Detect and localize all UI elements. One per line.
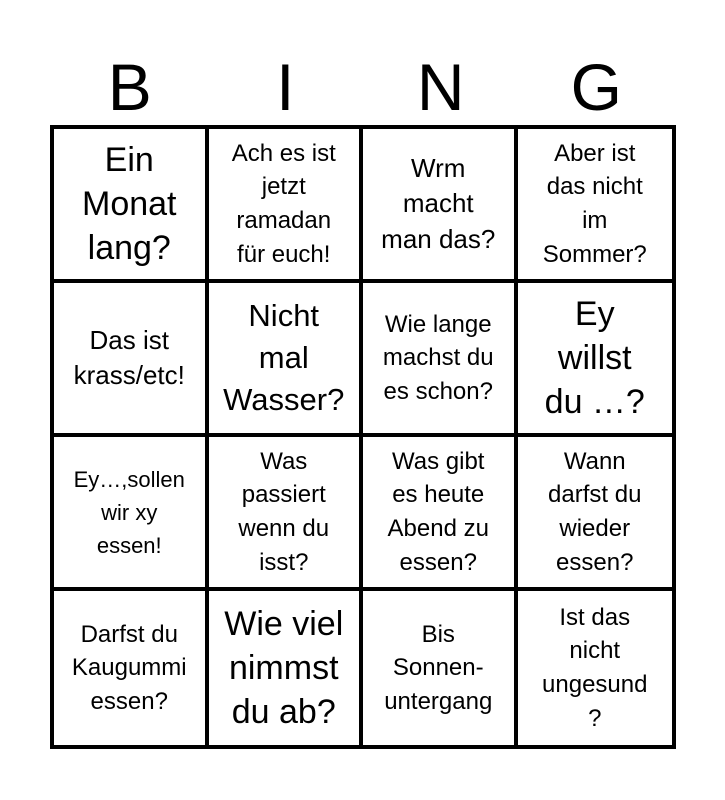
bingo-cell-2-2[interactable] — [209, 283, 364, 437]
cell-text: Ey…,sollen wir xy essen! — [73, 466, 185, 558]
bingo-cell-2-3[interactable] — [363, 283, 518, 437]
cell-text: Wie lange machst du es schon? — [382, 310, 494, 405]
cell-text: Wann darfst du wieder essen? — [548, 447, 642, 576]
cell-text: Was gibt es heute Abend zu essen? — [387, 447, 489, 576]
bingo-cell-4-4[interactable] — [518, 591, 673, 745]
bingo-cell-1-1[interactable] — [54, 129, 209, 283]
bingo-cell-1-2[interactable] — [209, 129, 364, 283]
bingo-header — [52, 52, 674, 122]
cell-text: Darfst du Kaugummi essen? — [71, 620, 187, 715]
bingo-cell-4-2[interactable] — [209, 591, 364, 745]
bingo-cell-1-3[interactable] — [363, 129, 518, 283]
bingo-cell-1-4[interactable] — [518, 129, 673, 283]
bingo-cell-3-1[interactable] — [54, 437, 209, 591]
header-letter-b: B — [107, 50, 152, 124]
bingo-cell-2-1[interactable] — [54, 283, 209, 437]
bingo-cell-4-1[interactable] — [54, 591, 209, 745]
bingo-cell-3-3[interactable] — [363, 437, 518, 591]
cell-text: Nicht mal Wasser? — [223, 298, 345, 417]
cell-text: Ey willst du …? — [544, 294, 645, 422]
cell-text: Ein Monat lang? — [82, 140, 177, 268]
header-letter-i: I — [276, 50, 295, 124]
cell-text: Aber ist das nicht im Sommer? — [542, 139, 647, 268]
header-letter-g: G — [570, 50, 622, 124]
bingo-cell-3-4[interactable] — [518, 437, 673, 591]
cell-text: Ist das nicht ungesund ? — [542, 603, 648, 732]
header-letter-n: N — [416, 50, 465, 124]
cell-text: Wie viel nimmst du ab? — [224, 604, 344, 732]
cell-text: Bis Sonnen- untergang — [384, 620, 493, 715]
bingo-cell-4-3[interactable] — [363, 591, 518, 745]
cell-text: Das ist krass/etc! — [73, 324, 185, 390]
cell-text: Wrm macht man das? — [381, 153, 496, 254]
bingo-board — [50, 125, 676, 749]
cell-text: Ach es ist jetzt ramadan für euch! — [231, 139, 336, 268]
bingo-cell-2-4[interactable] — [518, 283, 673, 437]
bingo-cell-3-2[interactable] — [209, 437, 364, 591]
cell-text: Was passiert wenn du isst? — [238, 447, 330, 576]
